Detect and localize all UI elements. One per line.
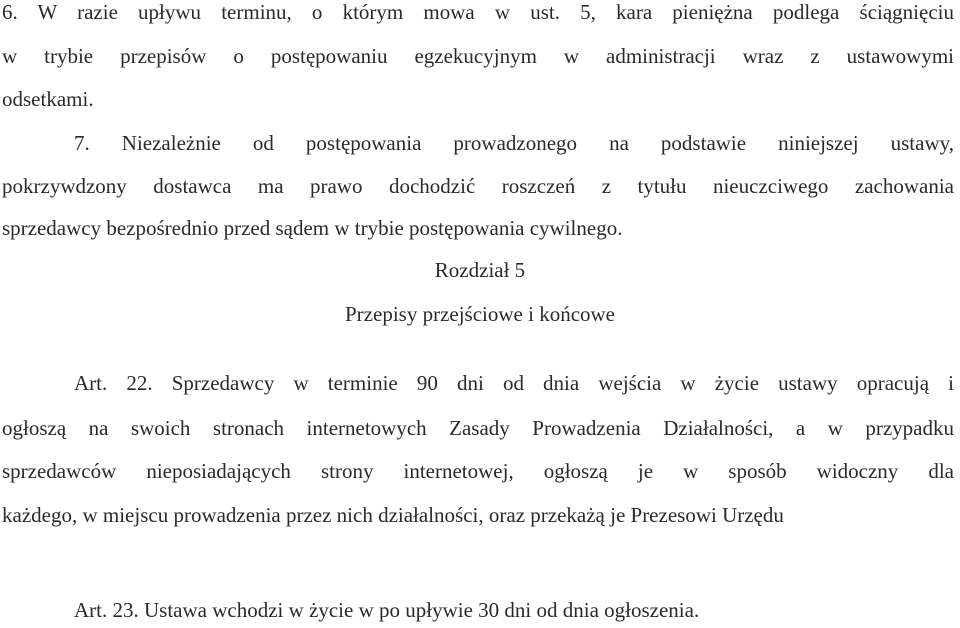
article-22-line-4: każdego, w miejscu prowadzenia przez nich działalności, oraz przekażą je Prezesowi Urzędu xyxy=(2,503,784,527)
paragraph-7-line-2: pokrzywdzony dostawca ma prawo dochodzić roszczeń z tytułu nieuczciwego zachowania xyxy=(2,174,954,198)
article-22-line-1: Art. 22. Sprzedawcy w terminie 90 dni od dnia wejścia w życie ustawy opracują i xyxy=(74,371,954,395)
article-22-line-2: ogłoszą na swoich stronach internetowych Zasady Prowadzenia Działalności, a w przypadku xyxy=(2,416,954,440)
paragraph-7-line-1: 7. Niezależnie od postępowania prowadzonego na podstawie niniejszej ustawy, xyxy=(74,131,954,155)
article-22-line-3: sprzedawców nieposiadających strony internetowej, ogłoszą je w sposób widoczny dla xyxy=(2,459,954,483)
article-23-text: Art. 23. Ustawa wchodzi w życie w po upływie 30 dni od dnia ogłoszenia. xyxy=(74,598,700,622)
chapter-number: Rozdział 5 xyxy=(434,258,526,282)
paragraph-6-line-2: w trybie przepisów o postępowaniu egzekucyjnym w administracji wraz z ustawowymi xyxy=(2,44,954,68)
paragraph-6-line-1: 6. W razie upływu terminu, o którym mowa w ust. 5, kara pieniężna podlega ściągnięciu xyxy=(2,0,954,24)
chapter-title: Przepisy przejściowe i końcowe xyxy=(345,302,615,326)
paragraph-6-line-3: odsetkami. xyxy=(2,87,94,111)
paragraph-7-line-3: sprzedawcy bezpośrednio przed sądem w trybie postępowania cywilnego. xyxy=(2,216,623,240)
